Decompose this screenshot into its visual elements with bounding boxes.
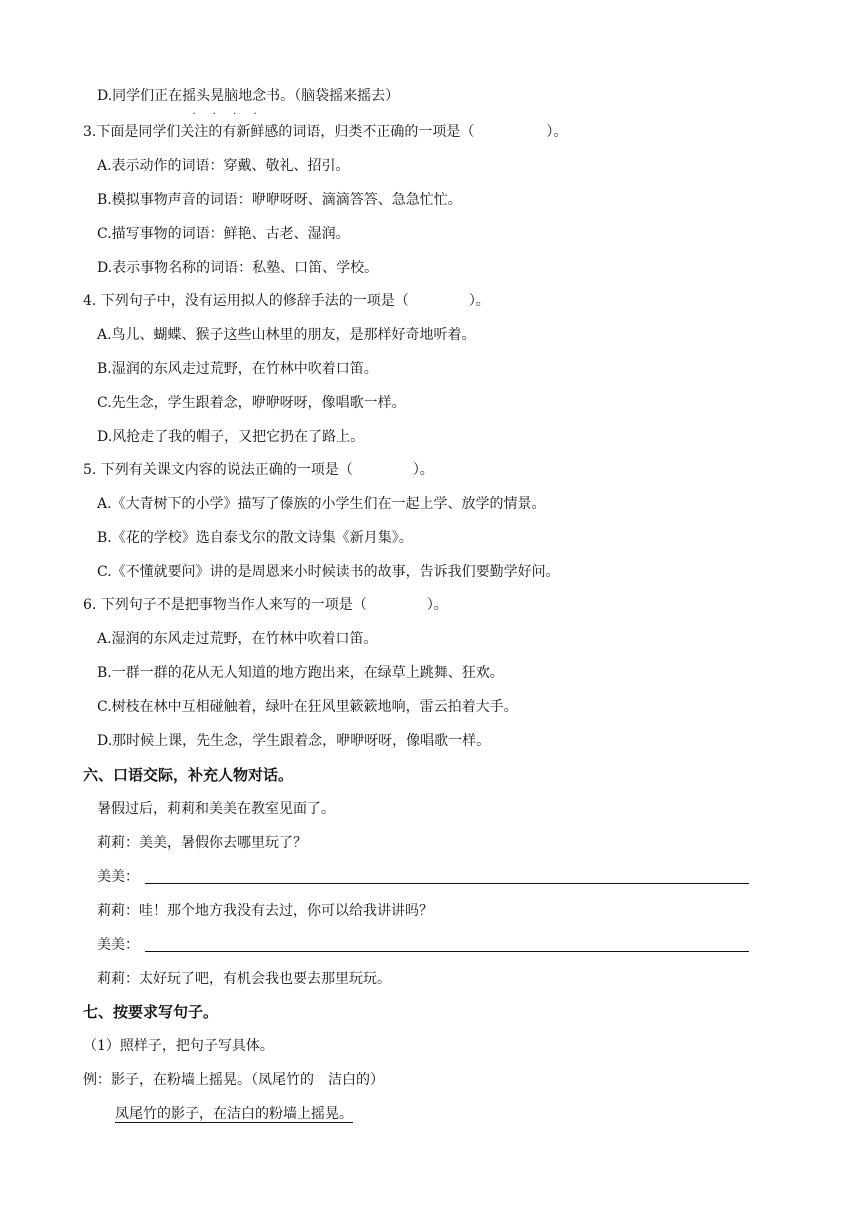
q3-option-b: B.模拟事物声音的词语：咿咿呀呀、滴滴答答、急急忙忙。	[97, 192, 462, 208]
q6-option-c: C.树枝在林中互相碰触着，绿叶在狂风里簌簌地响，雷云拍着大手。	[97, 699, 518, 715]
q5-option-b: B.《花的学校》选自泰戈尔的散文诗集《新月集》。	[97, 530, 413, 546]
q4-option-d: D.风抢走了我的帽子，又把它扔在了路上。	[97, 429, 365, 445]
q5-stem	[83, 460, 434, 480]
q2-option-d	[97, 86, 400, 120]
dialogue-answer-line-2[interactable]	[145, 951, 749, 952]
dialogue-line-1: 莉莉：美美，暑假你去哪里玩了？	[97, 835, 307, 851]
q5-option-a: A.《大青树下的小学》描写了傣族的小学生们在一起上学、放学的情景。	[97, 496, 546, 512]
q2d-text-post: 地念书。（脑袋摇来摇去）	[238, 88, 400, 104]
q3-option-c: C.描写事物的词语：鲜艳、古老、湿润。	[97, 226, 350, 242]
q4-option-c: C.先生念，学生跟着念，咿咿呀呀，像唱歌一样。	[97, 395, 406, 411]
q4-stem-close: ）。	[468, 293, 490, 309]
q2d-text-pre: D.同学们正在	[97, 88, 183, 104]
dialogue-line-4-label: 美美：	[97, 937, 139, 953]
dialogue-line-2-label: 美美：	[97, 869, 139, 885]
section-7-example-answer: 凤尾竹的影子，在洁白的粉墙上摇晃。	[115, 1106, 353, 1122]
q5-option-c: C.《不懂就要问》讲的是周恩来小时候读书的故事，告诉我们要勤学好问。	[97, 564, 560, 580]
q4-option-b: B.湿润的东风走过荒野，在竹林中吹着口笛。	[97, 361, 378, 377]
section-6-title: 六、口语交际，补充人物对话。	[83, 766, 294, 784]
q4-option-a: A.鸟儿、蝴蝶、猴子这些山林里的朋友，是那样好奇地听着。	[97, 327, 476, 343]
q6-option-b: B.一群一群的花从无人知道的地方跑出来，在绿草上跳舞、狂欢。	[97, 665, 504, 681]
q3-stem-text: 3.下面是同学们关注的有新鲜感的词语，归类不正确的一项是（	[83, 124, 475, 140]
q2d-dotted-word: 摇头晃脑 · · · ·	[182, 88, 238, 104]
q3-stem	[83, 122, 567, 142]
q6-stem-text: 6. 下列句子不是把事物当作人来写的一项是（	[83, 597, 367, 613]
q5-stem-text: 5. 下列有关课文内容的说法正确的一项是（	[83, 462, 353, 478]
q4-stem	[83, 291, 490, 311]
q3-stem-close: ）。	[546, 124, 568, 140]
q6-stem-close: ）。	[426, 597, 448, 613]
dialogue-line-3: 莉莉：哇！那个地方我没有去过，你可以给我讲讲吗？	[97, 903, 433, 919]
q4-stem-text: 4. 下列句子中，没有运用拟人的修辞手法的一项是（	[83, 293, 409, 309]
section-7-subtask-1: （1）照样子，把句子写具体。	[83, 1038, 274, 1054]
dialogue-answer-line-1[interactable]	[145, 883, 749, 884]
q6-stem	[83, 595, 448, 615]
q3-option-d: D.表示事物名称的词语：私塾、口笛、学校。	[97, 260, 379, 276]
section-7-example: 例：影子，在粉墙上摇晃。（凤尾竹的 洁白的）	[83, 1072, 384, 1088]
q3-option-a: A.表示动作的词语：穿戴、敬礼、招引。	[97, 158, 350, 174]
q6-option-d: D.那时候上课，先生念，学生跟着念，咿咿呀呀，像唱歌一样。	[97, 733, 491, 749]
section-6-intro: 暑假过后，莉莉和美美在教室见面了。	[97, 801, 335, 817]
emphasis-dots: · · · ·	[182, 109, 264, 120]
q6-option-a: A.湿润的东风走过荒野，在竹林中吹着口笛。	[97, 631, 378, 647]
q5-stem-close: ）。	[412, 462, 434, 478]
section-7-title: 七、按要求写句子。	[83, 1003, 219, 1021]
dialogue-line-5: 莉莉：太好玩了吧，有机会我也要去那里玩玩。	[97, 971, 391, 987]
